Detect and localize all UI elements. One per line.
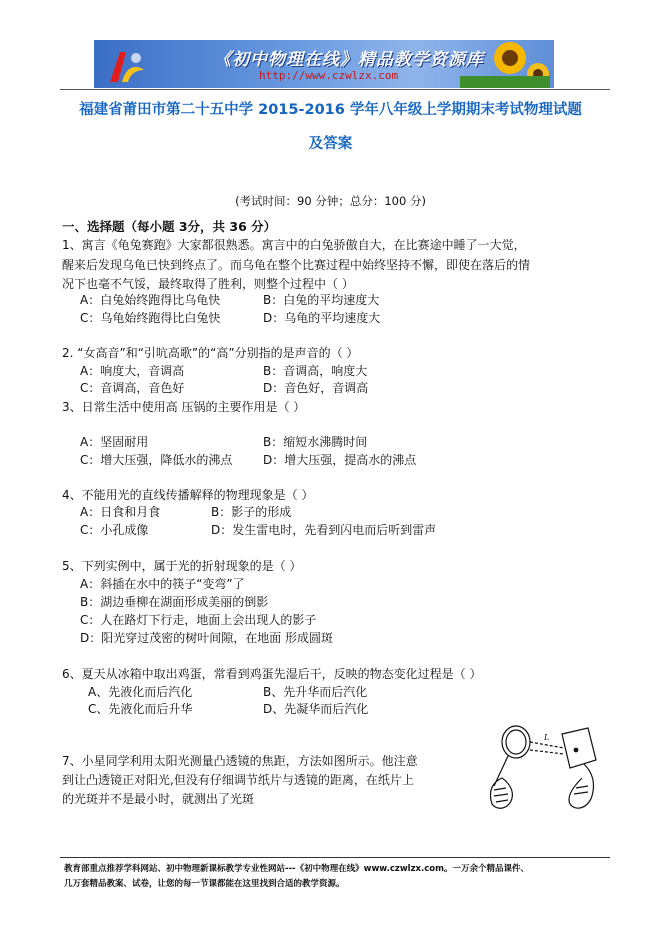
q6-option-d[interactable]: D、先凝华而后汽化	[263, 702, 369, 716]
q6-option-b[interactable]: B、先升华而后汽化	[263, 685, 368, 699]
q2-option-a[interactable]: A：响度大，音调高	[80, 364, 185, 378]
q5-option-b[interactable]: B：湖边垂柳在湖面形成美丽的倒影	[80, 595, 269, 609]
question-7-line-1: 7、小星同学利用太阳光测量凸透镜的焦距，方法如图所示。他注意	[62, 754, 418, 768]
site-logo-icon	[106, 46, 148, 86]
q5-option-c[interactable]: C：人在路灯下行走，地面上会出现人的影子	[80, 613, 317, 627]
lens-focal-length-figure	[484, 720, 602, 820]
q6-option-a[interactable]: A、先液化而后汽化	[88, 685, 193, 699]
footer-line-2: 几万套精品教案、试卷，让您的每一节课都能在这里找到合适的教学资源。	[64, 879, 345, 889]
footer-line-1: 教育部重点推荐学科网站、初中物理新课标教学专业性网站---《初中物理在线》www.czwlzx.com。一万余个精品课件、	[64, 864, 529, 874]
q5-option-d[interactable]: D：阳光穿过茂密的树叶间隙，在地面 形成圆斑	[80, 631, 334, 645]
question-7-line-2: 到让凸透镜正对阳光,但没有仔细调节纸片与透镜的距离，在纸片上	[62, 773, 414, 787]
question-1-line-3: 况下也毫不气馁，最终取得了胜利，则整个过程中（ ）	[62, 277, 354, 291]
svg-text:L: L	[544, 733, 550, 742]
q5-option-a[interactable]: A：斜插在水中的筷子“变弯”了	[80, 577, 245, 591]
q2-option-c[interactable]: C：音调高，音色好	[80, 381, 185, 395]
q1-option-c[interactable]: C：乌龟始终跑得比白兔快	[80, 311, 221, 325]
footer-divider	[60, 857, 610, 858]
question-5-line-1: 5、下列实例中，属于光的折射现象的是（ ）	[62, 559, 302, 573]
banner-title: 《初中物理在线》精品教学资源库	[214, 50, 484, 70]
q3-option-d[interactable]: D：增大压强，提高水的沸点	[263, 453, 417, 467]
q1-option-b[interactable]: B：白兔的平均速度大	[263, 293, 380, 307]
question-6-line-1: 6、夏天从冰箱中取出鸡蛋，常看到鸡蛋先湿后干，反映的物态变化过程是（ ）	[62, 667, 482, 681]
exam-info: (考试时间：90 分钟；总分：100 分)	[235, 194, 426, 208]
document-title-continued: 及答案	[308, 136, 353, 152]
question-1-line-2: 醒来后发现乌龟已快到终点了。而乌龟在整个比赛过程中始终坚持不懈，即使在落后的情	[62, 258, 531, 272]
header-divider	[60, 89, 610, 90]
q4-option-c[interactable]: C：小孔成像	[80, 523, 149, 537]
q3-option-c[interactable]: C：增大压强，降低水的沸点	[80, 453, 233, 467]
q4-option-b[interactable]: B：影子的形成	[211, 505, 292, 519]
q2-option-b[interactable]: B：音调高，响度大	[263, 364, 368, 378]
question-4-line-1: 4、不能用光的直线传播解释的物理现象是（ ）	[62, 488, 314, 502]
q3-option-a[interactable]: A：坚固耐用	[80, 435, 149, 449]
question-3-line-1: 3、日常生活中使用高 压锅的主要作用是（ ）	[62, 400, 306, 414]
sunflower-icon	[460, 40, 550, 88]
q4-option-d[interactable]: D：发生雷电时，先看到闪电而后听到雷声	[211, 523, 437, 537]
section-heading: 一、选择题（每小题 3分，共 36 分）	[62, 219, 277, 234]
q1-option-d[interactable]: D：乌龟的平均速度大	[263, 311, 381, 325]
q6-option-c[interactable]: C、先液化而后升华	[88, 702, 193, 716]
q2-option-d[interactable]: D：音色好，音调高	[263, 381, 369, 395]
banner-url[interactable]: http://www.czwlzx.com	[259, 69, 399, 82]
q3-option-b[interactable]: B：缩短水沸腾时间	[263, 435, 368, 449]
question-1-line-1: 1、寓言《龟兔赛跑》大家都很熟悉。寓言中的白兔骄傲自大，在比赛途中睡了一大觉，	[62, 238, 526, 252]
q1-option-a[interactable]: A：白兔始终跑得比乌龟快	[80, 293, 221, 307]
header-banner	[94, 40, 554, 88]
question-7-line-3: 的光斑并不是最小时，就测出了光斑	[62, 792, 255, 806]
question-2-line-1: 2. “女高音”和“引吭高歌”的“高”分别指的是声音的（ ）	[62, 346, 359, 360]
document-title: 福建省莆田市第二十五中学 2015-2016 学年八年级上学期期末考试物理试题	[79, 102, 582, 118]
q4-option-a[interactable]: A：日食和月食	[80, 505, 161, 519]
